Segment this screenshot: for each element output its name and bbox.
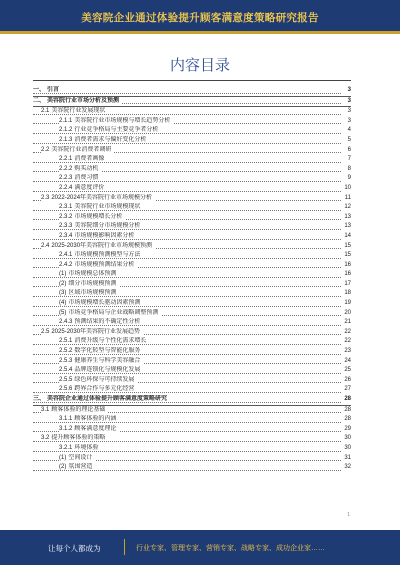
toc-entry[interactable] bbox=[33, 165, 351, 175]
toc-entry-number: (2) bbox=[59, 280, 67, 287]
toc-entry-page: 3 bbox=[346, 86, 351, 96]
toc-entry-number: 2.3.4 bbox=[59, 232, 73, 239]
toc-entry-label bbox=[59, 156, 107, 162]
toc-entry-label bbox=[59, 426, 119, 432]
toc-entry-page: 22 bbox=[342, 337, 351, 347]
toc-entry-number: 2.4.3 bbox=[59, 319, 73, 326]
toc-entry-number: 一、 bbox=[33, 87, 46, 93]
toc-entry-text: 行业竞争格局与主要竞争者分析 bbox=[74, 127, 159, 134]
toc-entry[interactable] bbox=[33, 251, 351, 261]
toc-entry-number: 2.2.4 bbox=[59, 184, 73, 191]
toc-entry-label bbox=[41, 108, 108, 114]
toc-entry-text: 区域市场规模预测 bbox=[68, 290, 117, 297]
toc-entry-number: 2.5.4 bbox=[59, 367, 73, 374]
toc-entry-label bbox=[59, 455, 95, 461]
toc-entry-page: 8 bbox=[346, 165, 351, 175]
toc-entry-page: 7 bbox=[346, 155, 351, 165]
toc-entry[interactable] bbox=[33, 232, 351, 242]
toc-entry-label bbox=[59, 338, 149, 344]
toc-entry[interactable] bbox=[33, 194, 351, 204]
toc-entry-text: 2025-2030年美容院行业市场规模预测 bbox=[51, 242, 153, 249]
toc-entry[interactable] bbox=[33, 270, 351, 280]
toc-entry-text: 消费升级与个性化需求增长 bbox=[74, 338, 147, 345]
toc-entry-label bbox=[59, 377, 137, 383]
toc-title-rule bbox=[33, 80, 351, 81]
toc-entry-label bbox=[59, 445, 101, 451]
toc-entry-page: 24 bbox=[342, 357, 351, 367]
toc-entry-label bbox=[59, 386, 137, 392]
toc-entry-page: 6 bbox=[346, 146, 351, 156]
toc-entry[interactable] bbox=[33, 242, 351, 252]
toc-entry-text: 健康养生与科学美容融合 bbox=[74, 357, 141, 364]
toc-entry[interactable] bbox=[33, 299, 351, 309]
toc-entry-number: 2.3.2 bbox=[59, 213, 73, 220]
toc-entry-text: 市场竞争格局与企业战略调整预测 bbox=[68, 309, 159, 316]
toc-entry-label bbox=[59, 185, 107, 191]
toc-entry-number: 2.5.5 bbox=[59, 376, 73, 383]
toc-entry[interactable] bbox=[33, 385, 351, 395]
table-of-contents bbox=[33, 86, 351, 473]
footer-roles: 行业专家、管理专家、营销专家、战略专家、成功企业家…… bbox=[136, 545, 325, 552]
toc-entry-number: 2.5.2 bbox=[59, 348, 73, 355]
toc-entry-text: 美容院行业市场分析及预测 bbox=[47, 97, 120, 104]
toc-entry-text: 市场规模预测结果分析 bbox=[74, 261, 135, 268]
toc-entry[interactable] bbox=[33, 454, 351, 464]
toc-entry-page: 29 bbox=[342, 425, 351, 435]
toc-entry-text: 顾客满意度理论 bbox=[74, 425, 117, 432]
toc-entry-page: 21 bbox=[342, 318, 351, 328]
toc-entry-number: (4) bbox=[59, 300, 67, 307]
toc-entry[interactable] bbox=[33, 318, 351, 328]
header-accent-stripe bbox=[0, 31, 400, 34]
toc-entry-label bbox=[59, 310, 161, 316]
toc-entry-page: 17 bbox=[342, 280, 351, 290]
toc-entry-number: 2.5.1 bbox=[59, 338, 73, 345]
toc-entry-page: 26 bbox=[342, 376, 351, 386]
toc-entry-label bbox=[41, 407, 108, 413]
toc-entry-label bbox=[59, 137, 149, 143]
toc-entry-label bbox=[59, 223, 143, 229]
toc-entry-label bbox=[41, 195, 155, 201]
toc-entry-label bbox=[59, 464, 95, 470]
toc-entry-number: 2.1.2 bbox=[59, 127, 73, 134]
toc-entry[interactable] bbox=[33, 222, 351, 232]
toc-entry-text: 市场规模总体预测 bbox=[68, 271, 117, 278]
toc-entry-page: 22 bbox=[342, 328, 351, 338]
toc-entry-page: 31 bbox=[342, 454, 351, 464]
toc-entry-label bbox=[59, 300, 143, 306]
toc-entry-page: 13 bbox=[342, 213, 351, 223]
toc-entry-label bbox=[59, 118, 173, 124]
toc-entry-label bbox=[41, 435, 108, 441]
toc-entry-page: 10 bbox=[342, 184, 351, 194]
toc-entry-label bbox=[33, 98, 122, 104]
toc-entry-text: 购买动机 bbox=[74, 165, 99, 172]
toc-entry[interactable] bbox=[33, 280, 351, 290]
toc-entry-number: 2.1.3 bbox=[59, 136, 73, 143]
footer-banner bbox=[0, 530, 400, 565]
toc-entry-number: 三、 bbox=[33, 396, 46, 402]
toc-entry-text: 美容院企业通过体验提升顾客满意度策略研究 bbox=[47, 396, 168, 402]
toc-entry-text: 消费者画像 bbox=[74, 156, 105, 163]
toc-entry-label bbox=[33, 87, 62, 93]
toc-entry[interactable] bbox=[33, 107, 351, 117]
toc-entry[interactable] bbox=[33, 395, 351, 406]
toc-entry-number: 2.5 bbox=[41, 328, 50, 335]
toc-entry-text: 满意度评价 bbox=[74, 184, 105, 191]
toc-entry-number: 3.2.1 bbox=[59, 444, 73, 451]
toc-entry-number: 2.4.1 bbox=[59, 252, 73, 259]
toc-entry-label bbox=[59, 290, 119, 296]
toc-entry-label bbox=[59, 204, 143, 210]
toc-entry[interactable] bbox=[33, 97, 351, 108]
toc-entry[interactable] bbox=[33, 357, 351, 367]
toc-entry-text: 消费者需求与偏好变化分析 bbox=[74, 136, 147, 143]
toc-entry-label bbox=[59, 348, 143, 354]
toc-entry-page: 12 bbox=[342, 203, 351, 213]
toc-entry-text: 环境体验 bbox=[74, 444, 99, 451]
toc-entry-number: 2.3.3 bbox=[59, 223, 73, 230]
toc-entry-number: 2.1.1 bbox=[59, 117, 73, 124]
toc-entry-label bbox=[59, 271, 119, 277]
toc-entry-number: 2.4 bbox=[41, 242, 50, 249]
toc-entry[interactable] bbox=[33, 434, 351, 444]
toc-entry[interactable] bbox=[33, 261, 351, 271]
toc-entry-text: 氛围营造 bbox=[68, 464, 93, 471]
toc-entry-label bbox=[41, 147, 114, 153]
toc-entry-number: 3.2 bbox=[41, 435, 50, 442]
toc-entry-text: 提升顾客体验的策略 bbox=[51, 435, 106, 442]
toc-entry[interactable] bbox=[33, 155, 351, 165]
toc-entry-number: 2.5.3 bbox=[59, 357, 73, 364]
toc-entry-page: 25 bbox=[342, 366, 351, 376]
toc-entry-page: 9 bbox=[346, 174, 351, 184]
toc-entry-text: 顾客体验的内涵 bbox=[74, 416, 117, 423]
toc-entry-page: 20 bbox=[342, 309, 351, 319]
toc-leader-dots bbox=[33, 93, 341, 94]
toc-entry[interactable] bbox=[33, 289, 351, 299]
toc-entry-label bbox=[59, 358, 143, 364]
toc-entry-page: 3 bbox=[346, 117, 351, 127]
toc-entry[interactable] bbox=[33, 146, 351, 156]
toc-entry[interactable] bbox=[33, 347, 351, 357]
toc-entry-page: 16 bbox=[342, 270, 351, 280]
toc-entry-text: 美容院细分市场规模分析 bbox=[74, 223, 141, 230]
toc-entry-page: 4 bbox=[346, 126, 351, 136]
toc-entry-text: 美容院行业发展现状 bbox=[51, 108, 106, 115]
toc-entry[interactable] bbox=[33, 415, 351, 425]
toc-entry-label bbox=[41, 329, 143, 335]
toc-entry-number: 2.3 bbox=[41, 194, 50, 201]
toc-entry-number: (2) bbox=[59, 464, 67, 471]
toc-entry[interactable] bbox=[33, 174, 351, 184]
toc-entry-page: 28 bbox=[342, 406, 351, 416]
toc-entry-text: 市场规模增长驱动因素预测 bbox=[68, 300, 141, 307]
toc-entry-label bbox=[59, 233, 137, 239]
toc-entry[interactable] bbox=[33, 136, 351, 146]
toc-entry-page: 11 bbox=[343, 194, 351, 204]
toc-entry-label bbox=[59, 281, 119, 287]
toc-entry[interactable] bbox=[33, 406, 351, 416]
toc-entry-text: 2025-2030年美容院行业发展趋势 bbox=[51, 328, 141, 335]
toc-title: 内容目录 bbox=[169, 56, 230, 74]
page-number: 1 bbox=[347, 512, 350, 518]
toc-entry[interactable] bbox=[33, 328, 351, 338]
toc-entry-text: 市场规模影响因素分析 bbox=[74, 232, 135, 239]
toc-entry-text: 数字化转型与智能化服务 bbox=[74, 348, 141, 355]
toc-entry[interactable] bbox=[33, 126, 351, 136]
footer-slogan: 让每个人都成为 bbox=[48, 544, 101, 553]
toc-entry-number: 3.1.1 bbox=[59, 416, 73, 423]
toc-entry[interactable] bbox=[33, 463, 351, 473]
toc-entry-page: 15 bbox=[342, 251, 351, 261]
toc-entry[interactable] bbox=[33, 366, 351, 376]
toc-entry-page: 27 bbox=[342, 385, 351, 395]
footer-divider bbox=[124, 539, 125, 555]
toc-entry-page: 32 bbox=[342, 463, 351, 473]
toc-entry-page: 15 bbox=[342, 242, 351, 252]
toc-entry-number: 3.1.2 bbox=[59, 425, 73, 432]
toc-entry-label bbox=[59, 127, 161, 133]
toc-entry-number: 二、 bbox=[33, 97, 46, 104]
toc-entry-number: (5) bbox=[59, 309, 67, 316]
toc-entry-page: 28 bbox=[342, 415, 351, 425]
toc-entry-number: (3) bbox=[59, 290, 67, 297]
toc-entry-label bbox=[33, 396, 170, 402]
toc-entry-text: 引言 bbox=[47, 87, 60, 93]
toc-entry-number: 2.5.6 bbox=[59, 386, 73, 393]
toc-entry-number: 2.2.3 bbox=[59, 175, 73, 182]
toc-entry-text: 绿色环保与可持续发展 bbox=[74, 376, 135, 383]
toc-entry-text: 美容院行业市场规模现状 bbox=[74, 204, 141, 211]
toc-entry-text: 市场规模增长分析 bbox=[74, 213, 123, 220]
toc-entry-page: 16 bbox=[342, 261, 351, 271]
toc-entry-text: 跨界合作与多元化经营 bbox=[74, 386, 135, 393]
toc-entry-text: 空间设计 bbox=[68, 454, 93, 461]
toc-entry-page: 3 bbox=[346, 97, 351, 107]
toc-entry-text: 品牌连锁化与规模化发展 bbox=[74, 367, 141, 374]
toc-entry-number: 2.1 bbox=[41, 108, 50, 115]
toc-entry-number: 2.2 bbox=[41, 146, 50, 153]
toc-entry[interactable] bbox=[33, 213, 351, 223]
toc-entry-page: 28 bbox=[342, 395, 351, 405]
toc-entry-number: 2.4.2 bbox=[59, 261, 73, 268]
toc-entry-label bbox=[59, 166, 101, 172]
toc-entry[interactable] bbox=[33, 376, 351, 386]
toc-entry-number: 2.2.2 bbox=[59, 165, 73, 172]
toc-entry-text: 2022-2024年美容院行业市场规模分析 bbox=[51, 194, 153, 201]
toc-entry[interactable] bbox=[33, 425, 351, 435]
toc-entry-number: (1) bbox=[59, 454, 67, 461]
toc-entry-label bbox=[41, 243, 155, 249]
toc-entry-page: 3 bbox=[346, 107, 351, 117]
toc-entry-number: 2.2.1 bbox=[59, 156, 73, 163]
toc-entry-number: (1) bbox=[59, 271, 67, 278]
toc-entry[interactable] bbox=[33, 203, 351, 213]
toc-entry-number: 3.1 bbox=[41, 406, 50, 413]
toc-entry-text: 预测结果的不确定性分析 bbox=[74, 319, 141, 326]
toc-entry-label bbox=[59, 367, 143, 373]
toc-entry-page: 30 bbox=[342, 444, 351, 454]
toc-entry-label bbox=[59, 262, 137, 268]
toc-entry-page: 14 bbox=[342, 232, 351, 242]
toc-entry[interactable] bbox=[33, 309, 351, 319]
toc-entry-text: 消费习惯 bbox=[74, 175, 99, 182]
toc-entry-label bbox=[59, 416, 119, 422]
toc-entry-text: 细分市场规模预测 bbox=[68, 280, 117, 287]
toc-entry-page: 5 bbox=[346, 136, 351, 146]
toc-entry-page: 18 bbox=[342, 289, 351, 299]
toc-entry-label bbox=[59, 252, 143, 258]
toc-entry[interactable] bbox=[33, 444, 351, 454]
report-title: 美容院企业通过体验提升顾客满意度策略研究报告 bbox=[81, 12, 319, 24]
toc-entry[interactable] bbox=[33, 117, 351, 127]
toc-entry-text: 美容院行业消费者调研 bbox=[51, 146, 112, 153]
toc-entry-text: 市场规模预测模型与方法 bbox=[74, 252, 141, 259]
toc-entry[interactable] bbox=[33, 337, 351, 347]
toc-entry-label bbox=[59, 175, 101, 181]
toc-entry-page: 30 bbox=[342, 434, 351, 444]
toc-entry-text: 顾客体验的理论基础 bbox=[51, 406, 106, 413]
toc-entry-page: 23 bbox=[342, 347, 351, 357]
toc-entry[interactable] bbox=[33, 184, 351, 194]
toc-entry-text: 美容院行业市场规模与增长趋势分析 bbox=[74, 117, 171, 124]
toc-entry-label bbox=[59, 319, 143, 325]
report-header bbox=[0, 0, 400, 34]
toc-entry-number: 2.3.1 bbox=[59, 204, 73, 211]
toc-entry-page: 19 bbox=[342, 299, 351, 309]
toc-entry-page: 13 bbox=[342, 222, 351, 232]
toc-entry-label bbox=[59, 214, 125, 220]
toc-entry[interactable] bbox=[33, 86, 351, 97]
